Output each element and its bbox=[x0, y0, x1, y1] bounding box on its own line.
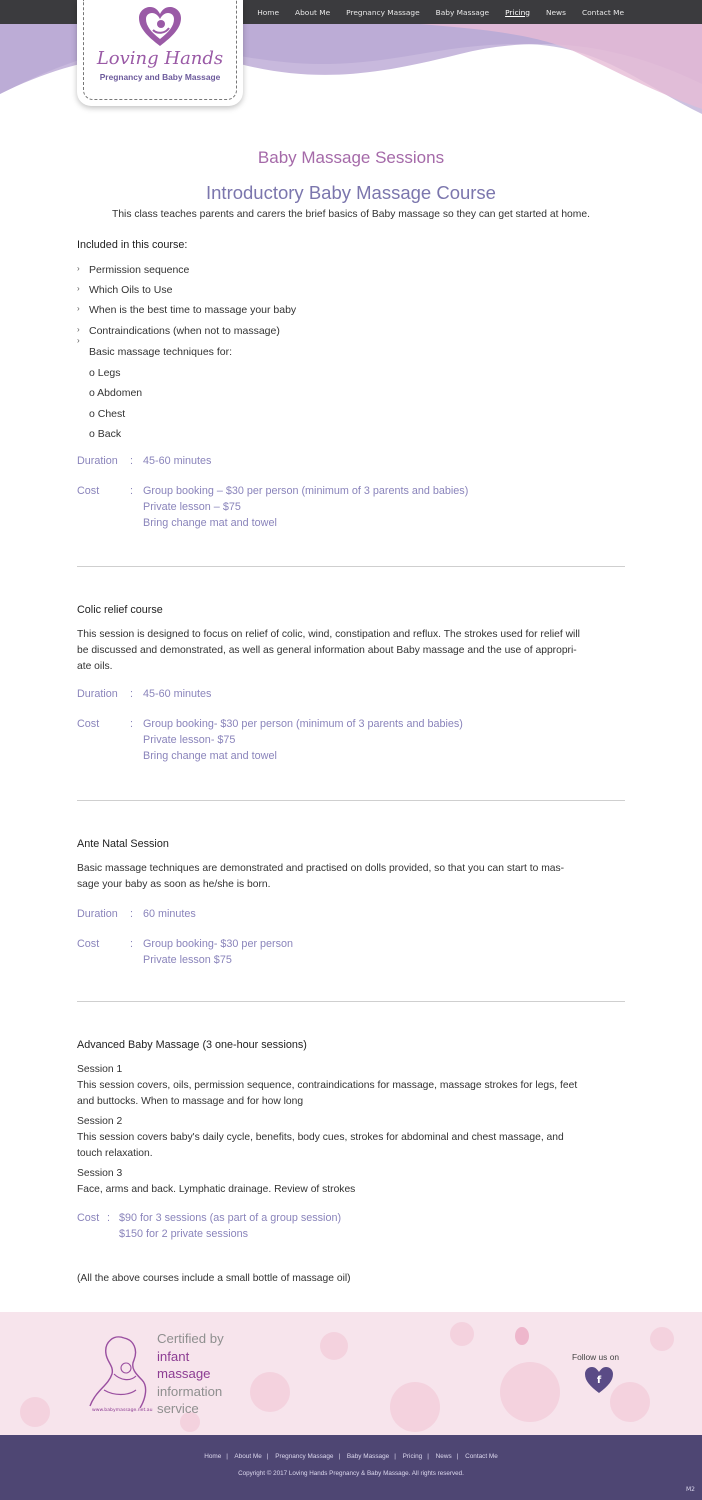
intro-course-title: Introductory Baby Massage Course bbox=[206, 182, 496, 203]
logo[interactable] bbox=[77, 0, 243, 106]
included-heading: Included in this course: bbox=[77, 239, 188, 251]
chevron-right-icon: › bbox=[77, 304, 80, 313]
advanced-heading: Advanced Baby Massage (3 one-hour sessions) bbox=[77, 1039, 307, 1051]
footer-nav-pregnancy-massage[interactable]: Pregnancy Massage bbox=[275, 1453, 334, 1460]
antenatal-heading: Ante Natal Session bbox=[77, 838, 169, 850]
facebook-icon[interactable] bbox=[584, 1366, 614, 1394]
nav-contact[interactable]: Contact Me bbox=[581, 7, 624, 17]
logo-title: Loving Hands bbox=[96, 48, 224, 69]
chevron-right-icon: › bbox=[77, 284, 80, 293]
chevron-right-icon: › bbox=[77, 325, 80, 334]
footer-nav-home[interactable]: Home bbox=[204, 1453, 222, 1460]
session-3: Session 3 Face, arms and back. Lymphatic drainage. Review of strokes bbox=[77, 1168, 356, 1195]
footer-nav-news[interactable]: News bbox=[435, 1453, 452, 1460]
section-divider bbox=[77, 800, 625, 801]
nav-about[interactable]: About Me bbox=[295, 7, 331, 17]
nav-pregnancy-massage[interactable]: Pregnancy Massage bbox=[346, 7, 420, 17]
nav-pricing[interactable]: Pricing bbox=[505, 7, 530, 17]
session-2: Session 2 This session covers baby's daily cycle, benefits, body cues, strokes for abdominal and chest massage, and touch relaxation. bbox=[77, 1116, 564, 1159]
antenatal-description: Basic massage techniques are demonstrated and practised on dolls provided, so that you can start to mas- sage your baby as soon as he/she is born. bbox=[77, 863, 565, 890]
footer-nav-contact[interactable]: Contact Me bbox=[465, 1453, 498, 1460]
colic-description: This session is designed to focus on relief of colic, wind, constipation and reflux. The strokes used for relief will be discussed and demonstrated, as well as general information about Baby massage and the use of appropri- ate oils. bbox=[77, 629, 580, 672]
footer-nav-about[interactable]: About Me bbox=[234, 1453, 262, 1460]
nav-home[interactable]: Home bbox=[257, 7, 280, 17]
follow-us-label: Follow us on bbox=[572, 1352, 620, 1362]
footer-bar bbox=[0, 1435, 702, 1500]
section-divider bbox=[77, 566, 625, 567]
main-nav bbox=[241, 0, 624, 24]
nav-baby-massage[interactable]: Baby Massage bbox=[435, 7, 490, 17]
page-title: Baby Massage Sessions bbox=[257, 148, 445, 167]
mother-baby-illustration bbox=[84, 1330, 158, 1414]
oil-note: (All the above courses include a small bottle of massage oil) bbox=[77, 1273, 351, 1284]
copyright: Copyright © 2017 Loving Hands Pregnancy & Baby Massage. All rights reserved. bbox=[238, 1470, 464, 1477]
intro-description: This class teaches parents and carers the brief basics of Baby massage so they can get started at home. bbox=[112, 209, 590, 220]
session-1: Session 1 This session covers, oils, permission sequence, contraindications for massage, massage strokes for legs, feet and buttocks. When to massage and for how long bbox=[77, 1064, 578, 1107]
chevron-right-icon: › bbox=[77, 336, 80, 345]
chevron-right-icon: › bbox=[77, 264, 80, 273]
footer-nav: Home | About Me | Pregnancy Massage | Baby Massage | Pricing | News | Contact Me bbox=[204, 1453, 498, 1460]
nav-news[interactable]: News bbox=[545, 7, 566, 17]
heart-hands-icon bbox=[137, 6, 183, 48]
corner-badge: M2 bbox=[686, 1486, 695, 1493]
certification-text: Certified by infant massage information service bbox=[157, 1331, 224, 1416]
footer-nav-baby-massage[interactable]: Baby Massage bbox=[346, 1453, 390, 1460]
footer-nav-pricing[interactable]: Pricing bbox=[402, 1453, 423, 1460]
logo-subtitle: Pregnancy and Baby Massage bbox=[99, 72, 221, 82]
cert-url[interactable]: www.babymassage.net.au bbox=[92, 1408, 153, 1413]
colic-heading: Colic relief course bbox=[77, 604, 163, 616]
section-divider bbox=[77, 1001, 625, 1002]
svg-text:f: f bbox=[596, 1375, 602, 1386]
